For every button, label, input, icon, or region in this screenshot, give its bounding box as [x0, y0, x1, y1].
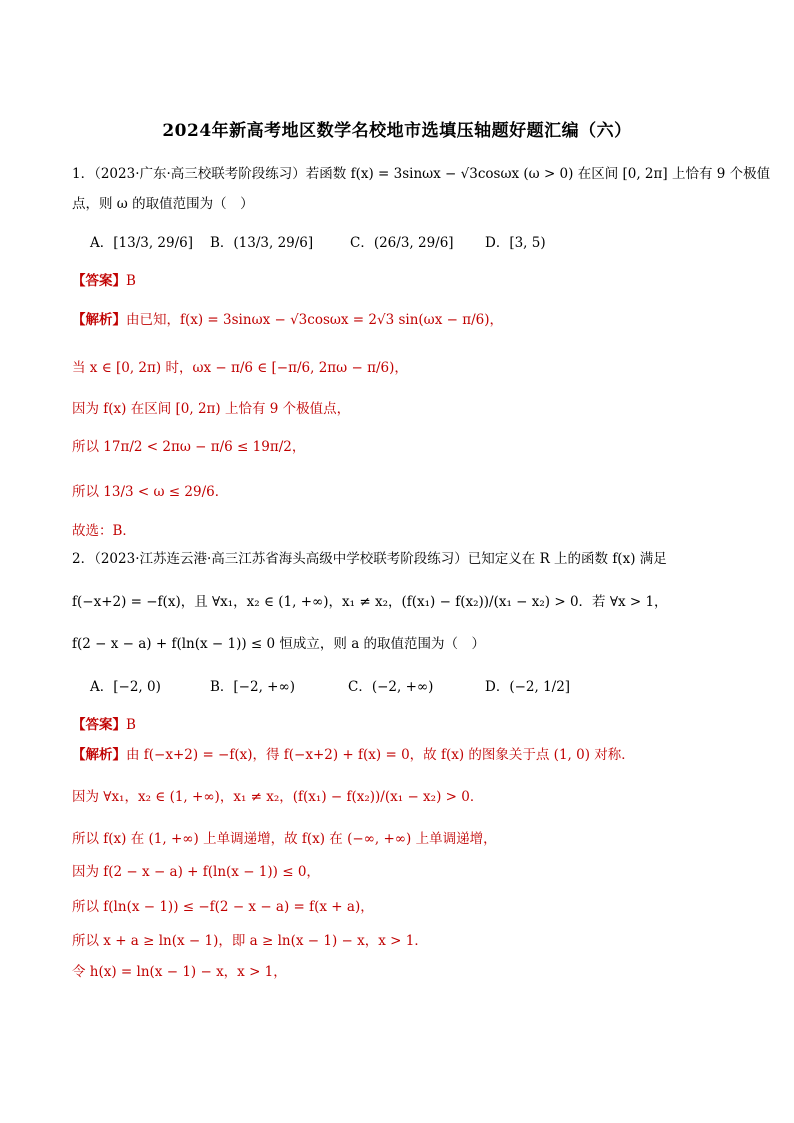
q2-stem-line-2: f(−x+2) = −f(x)，且 ∀x₁，x₂ ∈ (1, +∞)，x₁ ≠ x₂，(f(x₁) − f(x₂))/(x₁ − x₂) > 0．若 ∀x > 1， — [72, 594, 668, 610]
q2-choice-d: D．(−2, 1/2] — [485, 679, 571, 695]
q1-analysis-label: 【解析】 — [72, 312, 126, 328]
q2-analysis-line-1 — [72, 745, 732, 765]
q1-analysis-line-5: 所以 13/3 < ω ≤ 29/6． — [72, 484, 229, 500]
q1-answer-label: 【答案】 — [72, 273, 126, 289]
page-title: 2024年新高考地区数学名校地市选填压轴题好题汇编（六） — [162, 121, 632, 141]
q2-stem-line-3: f(2 − x − a) + f(ln(x − 1)) ≤ 0 恒成立，则 a 的取值范围为（ ） — [72, 636, 486, 652]
q2-answer-label: 【答案】 — [72, 717, 126, 733]
q2-analysis-text: 由 f(−x+2) = −f(x)，得 f(−x+2) + f(x) = 0，故 f(x) 的图象关于点 (1, 0) 对称． — [126, 747, 635, 763]
q1-answer — [72, 271, 732, 291]
q1-analysis-line-3: 因为 f(x) 在区间 [0, 2π) 上恰有 9 个极值点， — [72, 401, 351, 417]
q2-analysis-line-4: 因为 f(2 − x − a) + f(ln(x − 1)) ≤ 0， — [72, 864, 320, 880]
q1-analysis-text: 由已知，f(x) = 3sinωx − √3cosωx = 2√3 sin(ωx − π/6)， — [126, 312, 503, 328]
q2-analysis-line-2: 因为 ∀x₁，x₂ ∈ (1, +∞)，x₁ ≠ x₂，(f(x₁) − f(x₂))/(x₁ − x₂) > 0． — [72, 789, 484, 805]
q2-choice-a: A．[−2, 0) — [90, 679, 161, 695]
q1-choice-c: C．(26/3, 29/6] — [350, 235, 454, 251]
q2-analysis-line-6: 所以 x + a ≥ ln(x − 1)，即 a ≥ ln(x − 1) − x，x > 1． — [72, 933, 428, 949]
q1-stem-line-1: 1．（2023·广东·高三校联考阶段练习）若函数 f(x) = 3sinωx − √3cosωx (ω > 0) 在区间 [0, 2π] 上恰有 9 个极值 — [72, 166, 771, 182]
q1-analysis-line-2: 当 x ∈ [0, 2π) 时，ωx − π/6 ∈ [−π/6, 2πω − π/6)， — [72, 360, 408, 376]
q1-analysis-line-6: 故选：B． — [72, 523, 136, 539]
q2-analysis-label: 【解析】 — [72, 747, 126, 763]
q1-analysis-line-1 — [72, 310, 732, 330]
q2-stem-line-1: 2．（2023·江苏连云港·高三江苏省海头高级中学校联考阶段练习）已知定义在 R 上的函数 f(x) 满足 — [72, 551, 667, 567]
q1-choice-a: A．[13/3, 29/6] — [90, 235, 193, 251]
q1-answer-value: B — [126, 273, 136, 289]
q2-analysis-line-7: 令 h(x) = ln(x − 1) − x，x > 1， — [72, 964, 287, 980]
q1-choice-d: D．[3, 5) — [485, 235, 546, 251]
q1-choice-b: B．(13/3, 29/6] — [210, 235, 314, 251]
q2-analysis-line-5: 所以 f(ln(x − 1)) ≤ −f(2 − x − a) = f(x + a)， — [72, 899, 374, 915]
q1-stem-line-2: 点，则 ω 的取值范围为（ ） — [72, 196, 254, 212]
q2-choice-b: B．[−2, +∞) — [210, 679, 295, 695]
q2-answer — [72, 715, 732, 735]
q2-analysis-line-3: 所以 f(x) 在 (1, +∞) 上单调递增，故 f(x) 在 (−∞, +∞) 上单调递增， — [72, 831, 497, 847]
q2-answer-value: B — [126, 717, 136, 733]
q2-choice-c: C．(−2, +∞) — [348, 679, 434, 695]
q1-analysis-line-4: 所以 17π/2 < 2πω − π/6 ≤ 19π/2， — [72, 439, 306, 455]
